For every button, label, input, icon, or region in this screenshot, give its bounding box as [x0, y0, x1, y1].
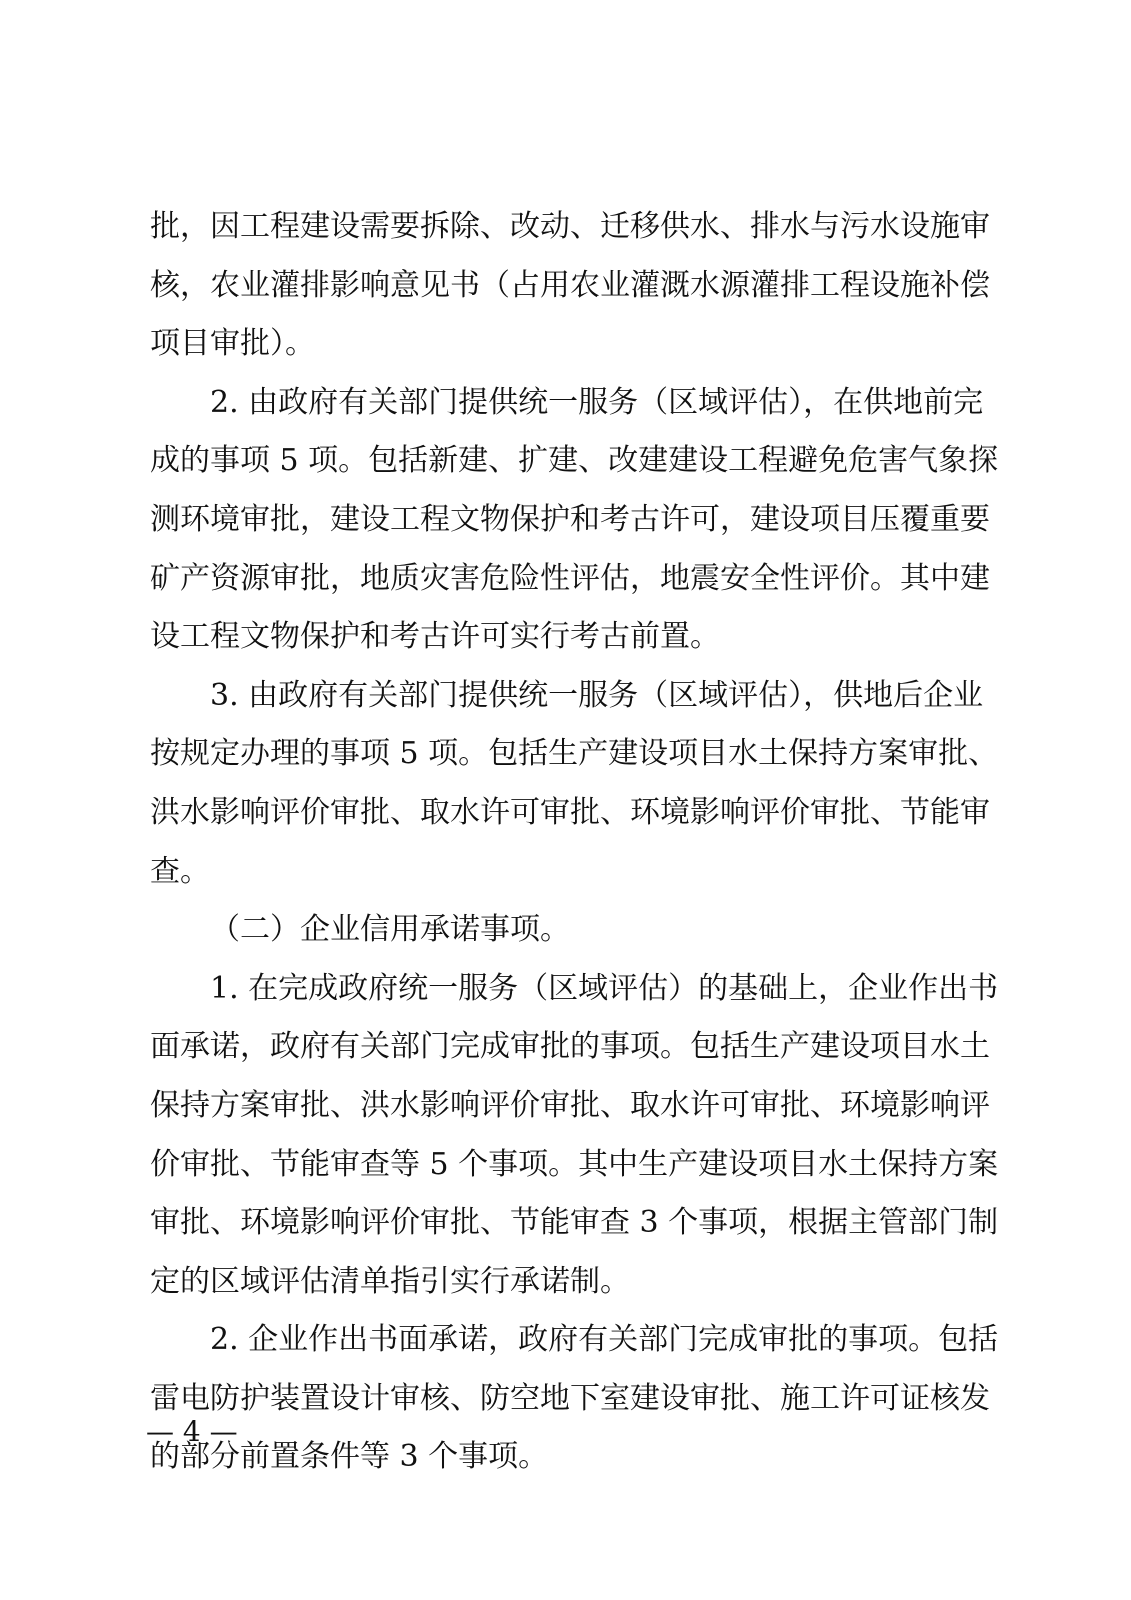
text-line: 设工程文物保护和考古许可实行考古前置。: [150, 619, 720, 655]
text-line: 3. 由政府有关部门提供统一服务（区域评估），供地后企业: [210, 677, 984, 713]
text-line: 面承诺，政府有关部门完成审批的事项。包括生产建设项目水土: [150, 1029, 990, 1065]
text-line: 保持方案审批、洪水影响评价审批、取水许可审批、环境影响评: [150, 1087, 990, 1123]
text-line: 成的事项 5 项。包括新建、扩建、改建建设工程避免危害气象探: [150, 443, 999, 479]
text-line: 雷电防护装置设计审核、防空地下室建设审批、施工许可证核发: [150, 1380, 990, 1416]
text-line: 批，因工程建设需要拆除、改动、迁移供水、排水与污水设施审: [150, 209, 990, 244]
text-line: 1. 在完成政府统一服务（区域评估）的基础上，企业作出书: [210, 970, 999, 1006]
text-line: 2. 由政府有关部门提供统一服务（区域评估），在供地前完: [210, 384, 984, 420]
section-heading: （二）企业信用承诺事项。: [210, 912, 570, 948]
text-line: 测环境审批，建设工程文物保护和考古许可，建设项目压覆重要: [150, 501, 990, 537]
text-line: 查。: [150, 853, 210, 889]
text-line: 审批、环境影响评价审批、节能审查 3 个事项，根据主管部门制: [150, 1205, 999, 1241]
document-body: [150, 198, 999, 1487]
text-line: 2. 企业作出书面承诺，政府有关部门完成审批的事项。包括: [210, 1322, 999, 1358]
page-number: — 4 —: [146, 1415, 238, 1448]
text-line: 核，农业灌排影响意见书（占用农业灌溉水源灌排工程设施补偿: [150, 267, 990, 303]
text-line: 项目审批）。: [150, 326, 315, 362]
text-line: 价审批、节能审查等 5 个事项。其中生产建设项目水土保持方案: [150, 1146, 999, 1182]
text-line: 按规定办理的事项 5 项。包括生产建设项目水土保持方案审批、: [150, 736, 999, 772]
text-line: 矿产资源审批，地质灾害危险性评估，地震安全性评价。其中建: [150, 560, 990, 596]
text-line: 洪水影响评价审批、取水许可审批、环境影响评价审批、节能审: [150, 794, 990, 830]
text-line: 的部分前置条件等 3 个事项。: [150, 1439, 549, 1475]
text-line: 定的区域评估清单指引实行承诺制。: [150, 1263, 630, 1299]
